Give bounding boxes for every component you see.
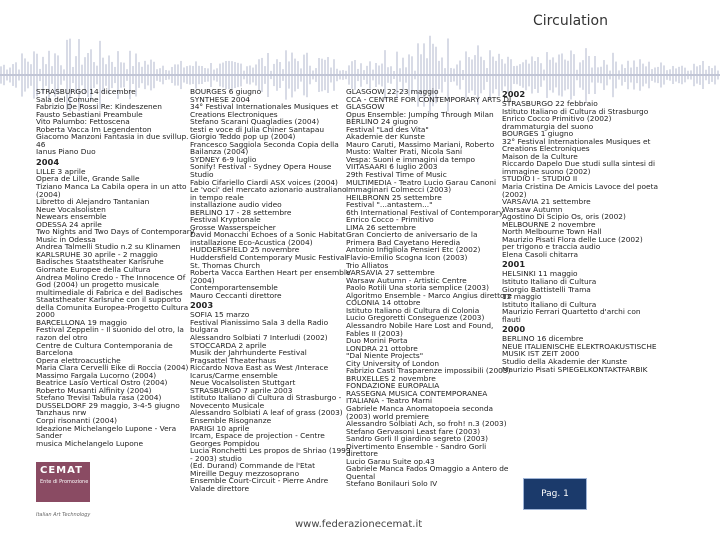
event-line: North Melbourne Town Hall	[502, 227, 602, 237]
logo-subtitle: Ente di Promozione	[40, 479, 89, 485]
event-line: Sonify! Festival - Sydney Opera House	[190, 162, 332, 172]
event-line: Gabriele Manca Fados Omaggio a Antero de	[346, 464, 509, 474]
event-line: MUSIK IST ZEIT 2000	[502, 349, 580, 359]
event-line: Sander	[36, 431, 63, 441]
event-line: Studio della Akademie der Kunste	[502, 356, 628, 366]
event-line: LONDRA 21 ottobre	[346, 343, 418, 353]
event-line: Festival Kryptonale	[190, 215, 261, 225]
event-line: RASSEGNA MUSICA CONTEMPORANEA	[346, 388, 488, 398]
year-heading: 2000	[502, 324, 526, 335]
event-line: Badisches Staatstheater Karlsruhe	[36, 257, 164, 267]
column-1	[36, 88, 194, 447]
event-line: della Comunita Europea-Progetto Cultura	[36, 302, 189, 312]
event-line: Paolo Rotili Una storia semplice (2003)	[346, 283, 489, 293]
event-line: installazione Eco-Acustica (2004)	[190, 237, 313, 247]
event-line: BOURGES 6 giugno	[190, 87, 262, 96]
event-line: Warsaw Autumn	[502, 204, 563, 214]
event-line: 2000	[36, 310, 55, 320]
event-line: GLASGOW 22-23 maggio	[346, 87, 439, 96]
event-line: immagine suono (2002)	[502, 166, 591, 176]
event-line: Istituto Italiano di Cultura	[502, 277, 597, 287]
event-line: Flavio-Emilio Scogna Icon (2003)	[346, 253, 468, 263]
event-line: Sandro Gorli Il giardino segreto (2003)	[346, 434, 489, 444]
event-line: Vespa: Suoni e immagini da tempo	[346, 154, 476, 164]
event-line: Sala del Comune	[36, 94, 99, 104]
event-line: COLONIA 14 ottobre	[346, 298, 421, 308]
page-button[interactable]: Pag. 1	[523, 478, 587, 510]
event-line: Tiziano Manca La Cabila opera in un atto	[36, 182, 187, 192]
year-heading: 2001	[502, 259, 526, 270]
event-line: Primera Bad Cayetano Heredia	[346, 237, 461, 247]
column-2	[190, 88, 351, 492]
event-line: Creations Electroniques	[190, 109, 278, 119]
event-line: Istituto Italiano di Cultura di Colonia	[346, 305, 480, 315]
cemat-logo	[36, 462, 92, 526]
event-line: Ensemble Court-Circuit - Pierre Andre	[190, 476, 329, 486]
event-line: Opus Ensemble: Jumping Through Milan	[346, 109, 494, 119]
event-line: Contemporartensemble	[190, 283, 278, 293]
event-line: KARLSRUHE 30 aprile - 2 maggio	[36, 249, 158, 259]
event-line: BERLINO 17 - 28 settembre	[190, 207, 292, 217]
event-line: razon del otro	[36, 332, 88, 342]
event-line: BARCELLONA 19 maggio	[36, 317, 127, 327]
event-line: MULTIMEDIA - Teatro Lucio Garau Canoni	[346, 177, 497, 187]
event-line: CCA - CENTRE FOR CONTEMPORARY ARTS DI	[346, 94, 512, 104]
event-line: Ideazione Michelangelo Lupone - Vera	[36, 423, 177, 433]
event-line: City University of London	[346, 358, 440, 368]
event-line: Festival Zeppelin - Il suonido del otro, la	[36, 325, 184, 335]
event-line: (2002)	[502, 189, 527, 199]
event-line: per trigono e traccia audio	[502, 242, 601, 252]
event-line: Riccardo Nova East as West /Interace	[190, 363, 329, 373]
logo-name: CEMAT	[40, 465, 83, 476]
event-line: SYNTHESE 2004	[190, 94, 250, 104]
event-line: Maurizio Ferrari Quartetto d'archi con	[502, 307, 641, 317]
event-line: Trio Alliatos	[346, 260, 389, 270]
event-line: Giornate Europee della Cultura	[36, 265, 151, 275]
event-line: HELSINKI 11 maggio	[502, 269, 578, 279]
event-line: Istituto Italiano di Cultura di Strasburgo	[502, 106, 649, 116]
event-line: Libretto di Alejandro Tantanian	[36, 197, 150, 207]
event-line: BERLINO 24 giugno	[346, 117, 418, 127]
event-line: Elena Casoli chitarra	[502, 249, 579, 259]
event-line: Duo Morini Porta	[346, 336, 408, 346]
event-line: Mireille Deguy mezzosoprano	[190, 468, 300, 478]
event-line: Akademie der Kunste	[346, 132, 425, 142]
event-line: Alessandro Solbiati A leaf of grass (2003)	[190, 408, 343, 418]
event-line: Fabrizio Casti Trasparenze impossibili (2003)	[346, 366, 511, 376]
event-line: Novecento Musicale	[190, 400, 265, 410]
logo-mark	[36, 462, 90, 502]
event-line: SOFIA 15 marzo	[190, 310, 250, 320]
event-line: MELBOURNE 2 novembre	[502, 219, 596, 229]
event-line: Quental	[346, 471, 376, 481]
event-line: Warsaw Autumn - Artistic Centre	[346, 275, 467, 285]
event-line: Bailanza (2004)	[190, 147, 249, 157]
event-line: testi e voce di Julia Chiner Santapau	[190, 124, 325, 134]
year-heading: 2002	[502, 89, 526, 99]
event-line: Corpi risonanti (2004)	[36, 415, 118, 425]
event-line: bulgara	[190, 325, 219, 335]
event-line: Algoritmo Ensemble - Marco Angius direttore	[346, 290, 512, 300]
event-line: Gabriele Manca Anomatopoeia seconda	[346, 403, 494, 413]
event-line: St. Thomas Church	[190, 260, 261, 270]
event-line: Staatstheater Karlsruhe con il supporto	[36, 295, 182, 305]
logo-tagline: Italian Art Technology	[36, 512, 91, 518]
event-line: Divertimento Ensemble - Sandro Gorli	[346, 441, 487, 451]
event-line: multimediale di Fabrica e del Badisches	[36, 287, 183, 297]
footer-url[interactable]: www.federazionecemat.it	[295, 519, 423, 530]
event-line: ODESSA 24 aprile	[36, 219, 102, 229]
page-title: Circulation	[533, 13, 608, 29]
event-line: drammaturgia del suono	[502, 121, 594, 131]
event-line: - 2003) studio	[190, 453, 242, 463]
event-line: musica Michelangelo Lupone	[36, 438, 143, 448]
event-line: 29th Festival Time of Music	[346, 170, 447, 180]
event-line: 46	[36, 139, 46, 149]
event-line: Festival "Lad des Vita"	[346, 124, 429, 134]
event-line: Alessandro Solbiati 7 Interludi (2002)	[190, 332, 328, 342]
event-line: flauti	[502, 314, 521, 324]
event-line: Istituto Italiano di Cultura	[502, 299, 597, 309]
event-line: Giacomo Manzoni Fantasia in due svillup.	[36, 132, 189, 142]
event-line: Grosse Wasserspeicher	[190, 222, 276, 232]
event-line: Maison de la Culture	[502, 151, 578, 161]
event-line: Roberta Vacca Earthen Heart per ensemble	[190, 268, 351, 278]
event-line: Fabrizio De Rossi Re: Kindeszenen	[36, 102, 162, 112]
event-line: Andrea Molino Credo - The Innocence Of	[36, 272, 186, 282]
event-line: in tempo reale	[190, 192, 244, 202]
event-line: Lucia Ronchetti Les propos de Shriao (1999	[190, 446, 351, 456]
event-line: 32° Festival Internationales Musiques et	[502, 136, 651, 146]
column-3	[346, 88, 512, 488]
event-line: Beatrice Lasio Vertical Ostro (2004)	[36, 378, 168, 388]
event-line: Opera de Lille, Grande Salle	[36, 174, 140, 184]
event-line: LIMA 26 settembre	[346, 222, 416, 232]
event-line: 34° Festival Internationales Musiques et	[190, 102, 339, 112]
event-line: Musik der Jahrhunderte Festival	[190, 348, 307, 358]
event-line: Alessandro Nobile Hare Lost and Found,	[346, 320, 494, 330]
year-heading: 2004	[36, 156, 60, 167]
event-line: Antonio Infigliola Pensieri Etc (2002)	[346, 245, 481, 255]
event-line: Stefano Scarani Quagladies (2004)	[190, 117, 320, 127]
event-line: Maurizio Pisati Flora delle Luce (2002)	[502, 234, 643, 244]
event-line: Roberto Musanti Alfinity (2004)	[36, 385, 152, 395]
event-line: VARSAVIA 21 settembre	[502, 197, 591, 207]
event-line: Stefano Trevisi Tabula rasa (2004)	[36, 393, 162, 403]
event-line: Francesco Saggiola Seconda Copia della	[190, 139, 339, 149]
event-line: Ensemble Risognanze	[190, 415, 272, 425]
event-line: Massimo Fargala Lucorno (2004)	[36, 370, 157, 380]
event-line: Centre de Cultura Contemporania de	[36, 340, 173, 350]
event-line: Alessandro Solbiati Ach, so froh! n.3 (2003)	[346, 419, 507, 429]
event-line: Musto: Walter Prati, Nicola Sani	[346, 147, 463, 157]
event-line: Maria Cristina De Amicis Lavoce del poeta	[502, 182, 659, 192]
event-line: Roberta Vacca Im Legendenton	[36, 124, 152, 134]
column-4	[502, 88, 658, 373]
event-line: Music in Odessa	[36, 234, 96, 244]
event-line: Mauro Ceccanti direttore	[190, 290, 282, 300]
event-line: VARSAVIA 27 settembre	[346, 268, 435, 278]
event-line: 6th International Festival of Contemporary	[346, 207, 504, 217]
event-line: Lucio Garau Suite op.43	[346, 456, 435, 466]
event-line: Ircam, Espace de projection - Centre	[190, 431, 325, 441]
event-line: installazione audio video	[190, 200, 282, 210]
event-line: Andrea Talmelli Studio n.2 su Klinamen	[36, 242, 181, 252]
event-line: Newears ensemble	[36, 212, 107, 222]
event-line: Gran Concierto de aniversario de la	[346, 230, 478, 240]
event-line: STRASBURGO 7 aprile 2003	[190, 385, 293, 395]
event-line: HEILBRONN 25 settembre	[346, 192, 442, 202]
event-line: "Dal Niente Projects"	[346, 351, 424, 361]
event-line: Giorgio Teddo pop up (2004)	[190, 132, 296, 142]
event-line: Fausto Sebastiani Preambule	[36, 109, 143, 119]
event-line: 12 maggio	[502, 292, 542, 302]
year-heading: 2003	[190, 300, 214, 311]
event-line: FONDAZIONE EUROPALIA	[346, 381, 440, 391]
event-line: BERLINO 16 dicembre	[502, 334, 584, 344]
event-line: (Ed. Durand) Commande de l'Etat	[190, 461, 316, 471]
event-line: LILLE 3 aprile	[36, 166, 86, 176]
event-line: ITALIANA - Teatro Marni	[346, 396, 433, 406]
event-line: STRASBURGO 22 febbraio	[502, 99, 598, 108]
event-line: BRUXELLES 2 novembre	[346, 373, 436, 383]
event-line: NEUE ITALIENISCHE ELEKTROAKUSTISCHE	[502, 341, 657, 351]
event-line: HUDDERSFIELD 25 novembre	[190, 245, 300, 255]
event-line: Le 'voci' del mercato azionario australiano	[190, 185, 347, 195]
event-line: Studio	[190, 170, 214, 180]
event-line: Riccardo Dapelo Due studi sulla sintesi di	[502, 159, 656, 169]
event-line: David Monacchi Echoes of a Sonic Habitat	[190, 230, 346, 240]
event-line: Creations Electroniques	[502, 144, 590, 154]
event-line: Agostino Di Scipio Os, oris (2002)	[502, 212, 626, 222]
event-line: Istituto Italiano di Cultura di Strasburgo -	[190, 393, 342, 403]
event-line: Huddersfield Contemporary Music Festival	[190, 253, 347, 263]
event-line: Fabio Cifariello Ciardi ASX voices (2004)	[190, 177, 338, 187]
event-line: Two Nights and Two Days of Contemporary	[36, 227, 195, 237]
event-line: Giorgio Battistelli Trama	[502, 284, 591, 294]
event-line: (2003) world premiere	[346, 411, 429, 421]
event-line: Festival Pianissimo Sala 3 della Radio	[190, 317, 329, 327]
event-line: BOURGES 1 giugno	[502, 129, 574, 139]
event-line: Mauro Caruti, Massimo Mariani, Roberto	[346, 139, 495, 149]
event-line: Lucio Gregoretti Conseguenze (2003)	[346, 313, 485, 323]
event-line: GLASGOW	[346, 102, 385, 112]
event-line: VIITASAARI 6 luglio 2003	[346, 162, 438, 172]
event-line: Barcelona	[36, 348, 73, 358]
event-line: God (2004) un progetto musicale	[36, 280, 159, 290]
event-line: Stefano Gervasoni Least fare (2003)	[346, 426, 481, 436]
event-line: Maurizio Pisati SPIEGELKONTAKTFARBIK	[502, 364, 648, 374]
event-line: STOCCARDA 2 aprile	[190, 340, 267, 350]
event-line: SYDNEY 6-9 luglio	[190, 154, 257, 164]
event-line: (2004)	[36, 189, 61, 199]
event-line: Immaginari Colmecci (2003)	[346, 185, 452, 195]
event-line: Ianus Piano Duo	[36, 147, 96, 157]
event-line: Enrico Cocco Primitivo (2002)	[502, 114, 612, 124]
event-line: PARIGI 10 aprile	[190, 423, 250, 433]
event-line: Valade direttore	[190, 483, 250, 493]
event-line: (2004)	[190, 275, 215, 285]
event-line: Vito Palumbo: Fettoscena	[36, 117, 130, 127]
event-line: STUDIO I - STUDIO II	[502, 174, 578, 184]
event-line: Stefano Bonilauri Solo IV	[346, 479, 438, 489]
event-line: Maria Clara Cervelli Eike di Roccia (2004)	[36, 363, 189, 373]
event-line: Opera elettroacustiche	[36, 355, 121, 365]
event-line: DUSSELDORF 29 maggio, 3-4-5 giugno	[36, 400, 180, 410]
event-line: Pragsattel Theaterhaus	[190, 355, 277, 365]
event-line: Neue Vocalsolisten Stuttgart	[190, 378, 296, 388]
event-line: direttore	[346, 449, 378, 459]
event-line: Georges Pompidou	[190, 438, 260, 448]
event-line: Tanzhaus nrw	[36, 408, 87, 418]
event-line: Fables II (2003)	[346, 328, 403, 338]
event-line: Enrico Cocco - Primitivo	[346, 215, 434, 225]
event-line: STRASBURGO 14 dicembre	[36, 87, 136, 96]
event-line: Neue Vocalsolisten	[36, 204, 106, 214]
event-line: Festival "...antastem..."	[346, 200, 433, 210]
event-line: Icarus/Carme ensemble	[190, 370, 278, 380]
